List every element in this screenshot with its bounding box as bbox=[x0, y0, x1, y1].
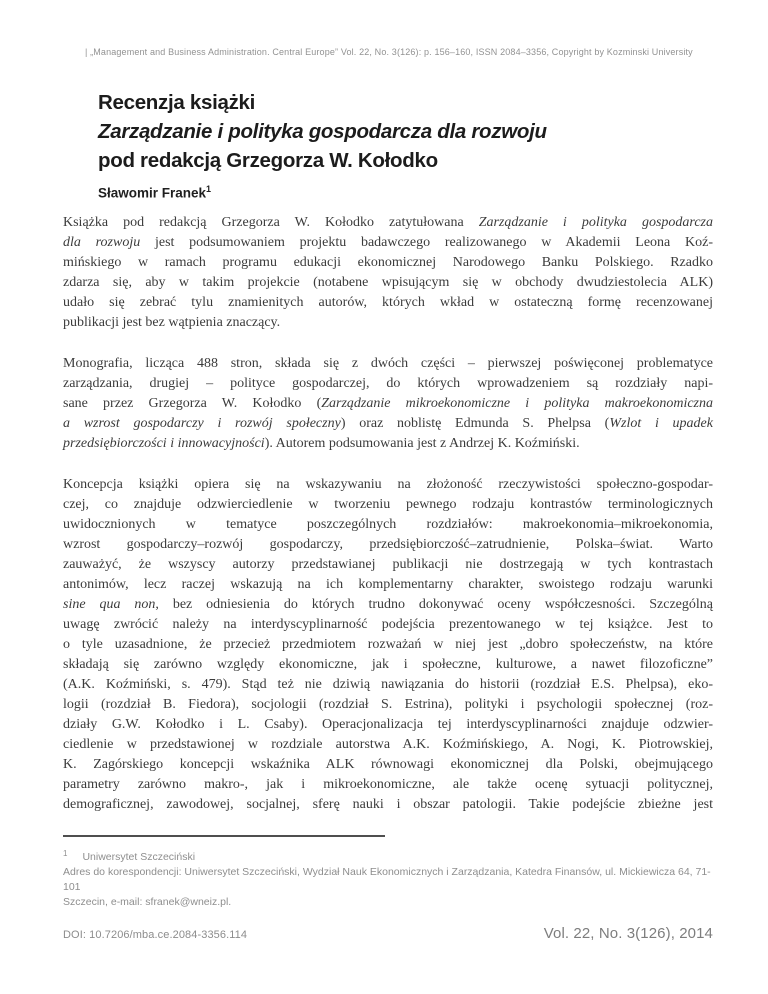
body-line: demograficznej, zawodowej, socjalnej, sferę nauki i obszar patologii. Takie podejście zbieżne jest bbox=[63, 797, 713, 812]
body-line: działy G.W. Kołodko i L. Csaby). Operacjonalizacja tej interdyscyplinarności znajduje odzwier- bbox=[63, 717, 713, 732]
footnote-affiliation: Uniwersytet Szczeciński bbox=[82, 851, 196, 863]
body-line: zauważyć, że wszyscy autorzy przedstawianej publikacji nie dostrzegają w tych kontrastach bbox=[63, 557, 713, 572]
body-line: uwidocznionych w tematyce poszczególnych rozdziałów: makroekonomia–mikroekonomia, bbox=[63, 517, 713, 532]
book-title: Zarządzanie i polityka gospodarcza dla rozwoju bbox=[98, 120, 547, 143]
body-line: sane przez Grzegorza W. Kołodko (Zarządzanie mikroekonomiczne i polityka makroekonomiczna bbox=[63, 396, 714, 411]
body-line: Monografia, licząca 488 stron, składa się z dwóch części – pierwszej poświęconej problematyce bbox=[63, 356, 713, 371]
paragraph bbox=[63, 354, 713, 454]
paragraph bbox=[63, 475, 713, 815]
paragraph bbox=[63, 213, 713, 333]
title-block bbox=[98, 88, 713, 201]
body-line: czej, co znajduje odzwierciedlenie w tworzeniu pewnego rodzaju kontrastów terminologicznych bbox=[63, 497, 713, 512]
footnote-block bbox=[63, 835, 713, 910]
body-line: logii (rozdział B. Fiedora), socjologii (rozdział S. Estrina), polityki i psychologii społecznej (roz- bbox=[63, 697, 713, 712]
body-line: (A.K. Koźmiński, s. 479). Stąd też nie dziwią nawiązania do historii (rozdział E.S. Phelpsa), eko- bbox=[63, 677, 713, 692]
volume-info: Vol. 22, No. 3(126), 2014 bbox=[543, 925, 713, 942]
footnote-address-line2: Szczecin, e-mail: sfranek@wneiz.pl. bbox=[63, 896, 232, 908]
body-line: zdarza się, aby w takim projekcie (notabene wpisującym się w obchody dwudziestolecia ALK) bbox=[63, 275, 713, 290]
body-line: a wzrost gospodarczy i rozwój społeczny) oraz noblistę Edmunda S. Phelpsa (Wzlot i upadek bbox=[63, 416, 713, 431]
footnote-affiliation-line bbox=[63, 846, 713, 865]
body-line: zarządzania, drugiej – polityce gospodarczej, do których wprowadzeniem są rozdziały napi- bbox=[63, 376, 713, 391]
journal-header: | „Management and Business Administration. Central Europe” Vol. 22, No. 3(126): p. 156–160, ISSN 2084–3356, Copyright by Kozminski University bbox=[85, 47, 693, 57]
footnote-address-line1: Adres do korespondencji: Uniwersytet Szczeciński, Wydział Nauk Ekonomicznych i Zarządzania, Katedra Finansów, ul. Mickiewicza 64, 71-101 bbox=[63, 866, 711, 893]
review-body bbox=[63, 213, 713, 815]
body-line: składają się zarówno względy ekonomiczne, jak i społeczne, kulturowe, a nawet filozoficzne” bbox=[63, 657, 713, 672]
body-line: dla rozwoju jest podsumowaniem projektu badawczego realizowanego w Akademii Leona Koź- bbox=[63, 235, 713, 250]
footnote-ref: 1 bbox=[63, 849, 68, 858]
doi-text: DOI: 10.7206/mba.ce.2084-3356.114 bbox=[63, 929, 248, 941]
body-line: o tyle uzasadnione, że przecież przedmiotem rozważań w niej jest „dobro społeczeństw, na które bbox=[63, 637, 713, 652]
body-line: Koncepcja książki opiera się na wskazywaniu na złożoność rzeczywistości społeczno-gospodar- bbox=[63, 477, 713, 492]
body-line: udało się zebrać tylu znamienitych autorów, których wkład w ostateczną formę recenzowanej bbox=[63, 295, 713, 310]
body-line: sine qua non, bez odniesienia do których trudno dokonywać oceny współczesności. Szczególną bbox=[63, 597, 713, 612]
body-line: Książka pod redakcją Grzegorza W. Kołodko zatytułowana Zarządzanie i polityka gospodarcza bbox=[63, 215, 713, 230]
body-line: parametry zarówno makro-, jak i mikroekonomiczne, ale także ocenę sytuacji politycznej, bbox=[63, 777, 713, 792]
editor-line: pod redakcją Grzegorza W. Kołodko bbox=[98, 149, 438, 172]
body-line: mińskiego w ramach programu edukacji ekonomicznej Narodowego Banku Polskiego. Rzadko bbox=[63, 255, 713, 270]
body-line: antonimów, lecz raczej wskazują na ich komplementarny charakter, swoistego rodzaju warunki bbox=[63, 577, 713, 592]
author-name bbox=[98, 184, 713, 201]
author-footnote-ref: 1 bbox=[206, 184, 212, 194]
page-footer bbox=[63, 925, 713, 942]
footnote-rule bbox=[63, 835, 385, 837]
author-name-text: Sławomir Franek bbox=[98, 185, 207, 201]
body-line: K. Zagórskiego koncepcji wskaźnika ALK równowagi ekonomicznej dla Polski, obejmującego bbox=[63, 757, 713, 772]
body-line: ciedlenie w przedstawionej w rozdziale autorstwa A.K. Koźmińskiego, A. Nogi, K. Piotrowskiej, bbox=[63, 737, 713, 752]
body-line: wzrost gospodarczy–rozwój gospodarczy, przedsiębiorczość–zatrudnienie, Polska–świat. Warto bbox=[63, 537, 713, 552]
body-line: uwagę zwrócić należy na interdyscyplinarność podejścia prezentowanego w tej książce. Jest to bbox=[63, 617, 713, 632]
body-line: publikacji jest bez wątpienia znaczący. bbox=[63, 315, 281, 330]
page-title: Recenzja książki bbox=[98, 91, 256, 114]
body-line: przedsiębiorczości i innowacyjności). Autorem podsumowania jest z Andrzej K. Koźmiński. bbox=[63, 436, 580, 451]
